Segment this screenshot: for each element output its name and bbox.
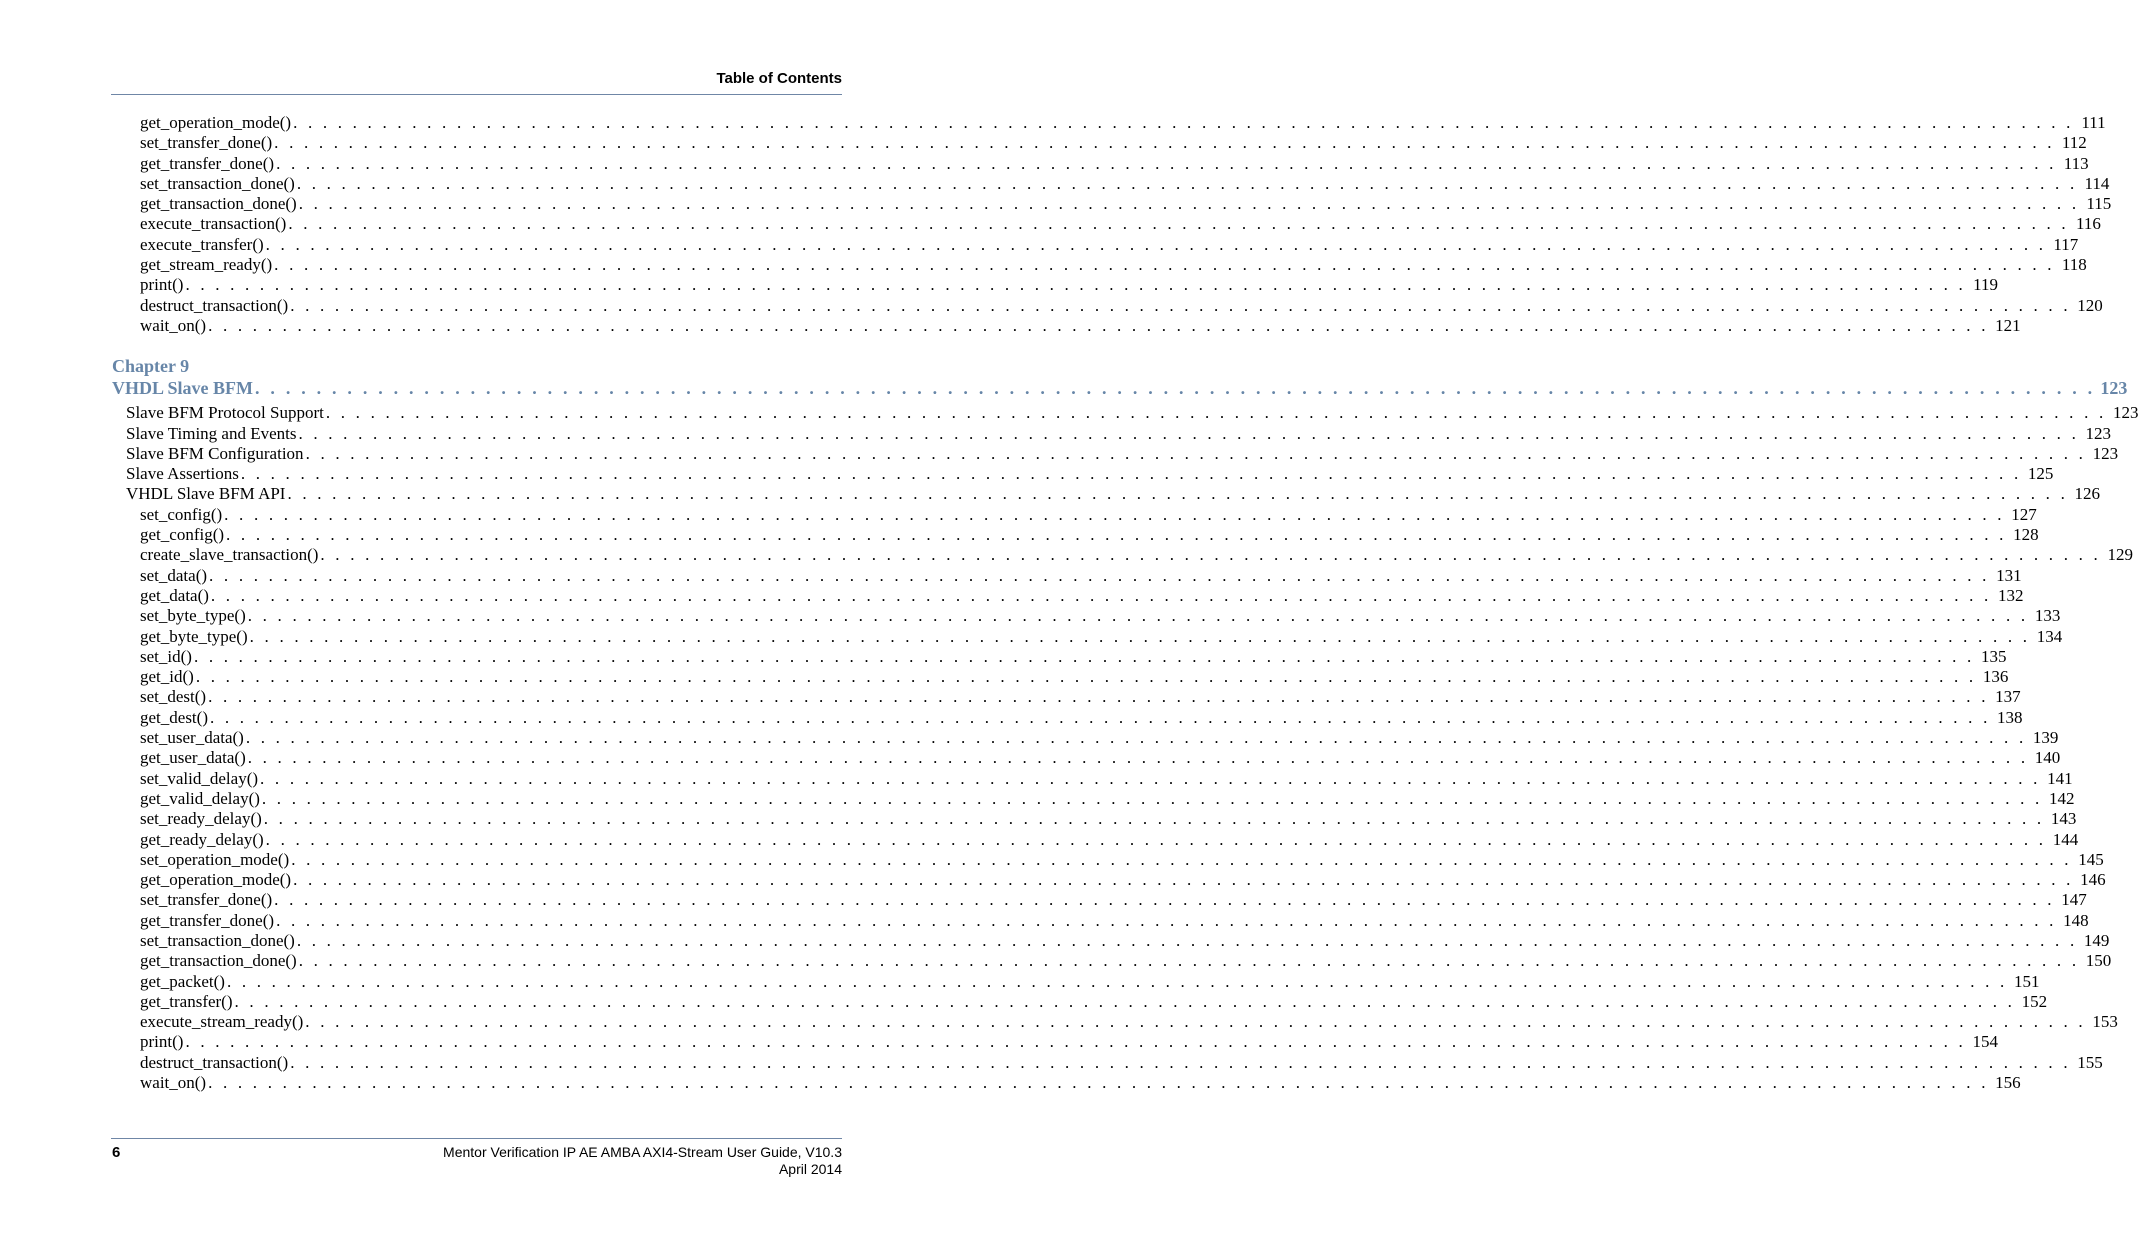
toc-entry-page: 127 [2011, 504, 2037, 524]
toc-entry[interactable] [112, 1012, 2118, 1032]
dot-leader: . . . . . . . . . . . . . . . . . . . . . . . . . . . . . . . . . . . . . . . . . . . . . . . . . . . . . . . . . . . . . . . . . . . . . . . . . . . . . . . . . . . . . . . . . . . . . . . . . . . . . . . . . . . . . . . . . . . . . . . . [274, 133, 2055, 153]
toc-entry[interactable] [112, 687, 2021, 707]
doc-date: April 2014 [778, 1161, 842, 1177]
toc-entry-page: 116 [2076, 214, 2101, 234]
chapter-number[interactable]: Chapter 9 [112, 356, 190, 377]
dot-leader: . . . . . . . . . . . . . . . . . . . . . . . . . . . . . . . . . . . . . . . . . . . . . . . . . . . . . . . . . . . . . . . . . . . . . . . . . . . . . . . . . . . . . . . . . . . . . . . . . . . . . . . . . . . . . . . . . . . . . . . . [185, 275, 1966, 295]
toc-entry-page: 112 [2061, 133, 2087, 153]
dot-leader: . . . . . . . . . . . . . . . . . . . . . . . . . . . . . . . . . . . . . . . . . . . . . . . . . . . . . . . . . . . . . . . . . . . . . . . . . . . . . . . . . . . . . . . . . . . . . . . . . . . . . . . . . . . . . . . . . . . . . . . . [288, 214, 2069, 234]
toc-entry-page: 117 [2053, 234, 2079, 254]
toc-entry-page: 113 [2063, 153, 2089, 173]
toc-entry-page: 131 [1996, 565, 2022, 585]
toc-entry-page: 148 [2063, 910, 2089, 930]
toc-entry-page: 114 [2084, 173, 2110, 193]
page-number: 6 [112, 1144, 121, 1161]
toc-entry[interactable] [112, 971, 2040, 992]
toc-entry-label: set_id() [140, 646, 192, 666]
dot-leader: . . . . . . . . . . . . . . . . . . . . . . . . . . . . . . . . . . . . . . . . . . . . . . . . . . . . . . . . . . . . . . . . . . . . . . . . . . . . . . . . . . . . . . . . . . . . . . . . . . . . . . . . . . . . . . . . . . . . . . . . [247, 748, 2029, 768]
toc-entry[interactable] [112, 585, 2024, 606]
toc-entry-page: 141 [2047, 768, 2073, 788]
toc-entry-page: 123 [2085, 423, 2112, 443]
toc-entry[interactable] [112, 768, 2073, 789]
toc-entry[interactable] [112, 173, 2110, 194]
toc-entry[interactable] [112, 707, 2023, 728]
dot-leader: . . . . . . . . . . . . . . . . . . . . . . . . . . . . . . . . . . . . . . . . . . . . . . . . . . . . . . . . . . . . . . . . . . . . . . . . . . . . . . . . . . . . . . . . . . . . . . . . . . . . . . . . . . . . . . . . . . . . . . . . [247, 606, 2029, 626]
toc-entry-page: 153 [2092, 1012, 2118, 1032]
toc-entry-label: set_dest() [140, 687, 207, 707]
toc-entry[interactable] [112, 565, 2022, 586]
toc-entry-label: set_transaction_done() [140, 930, 295, 950]
dot-leader: . . . . . . . . . . . . . . . . . . . . . . . . . . . . . . . . . . . . . . . . . . . . . . . . . . . . . . . . . . . . . . . . . . . . . . . . . . . . . . . . . . . . . . . . . . . . . . . . . . . . . . . . . . . . . . . . . . . . . . . . [296, 930, 2078, 950]
toc-entry[interactable] [112, 748, 2061, 768]
toc-entry[interactable] [112, 890, 2087, 910]
dot-leader: . . . . . . . . . . . . . . . . . . . . . . . . . . . . . . . . . . . . . . . . . . . . . . . . . . . . . . . . . . . . . . . . . . . . . . . . . . . . . . . . . . . . . . . . . . . . . . . . . . . . . . . . . . . . . . . . . . . . . . . . [276, 153, 2057, 173]
toc-entry[interactable] [112, 626, 2063, 647]
toc-entry-label: get_stream_ready() [140, 255, 273, 275]
toc-entry-label: get_transfer_done() [140, 910, 275, 930]
dot-leader: . . . . . . . . . . . . . . . . . . . . . . . . . . . . . . . . . . . . . . . . . . . . . . . . . . . . . . . . . . . . . . . . . . . . . . . . . . . . . . . . . . . . . . . . . . . . . . . . . . . . . . . . . . . . . . . . . . . . . . . . [226, 525, 2007, 545]
running-header-title: Table of Contents [716, 70, 842, 87]
toc-entry-label: execute_transfer() [140, 234, 264, 254]
toc-entry[interactable] [112, 133, 2087, 153]
toc-entry[interactable] [112, 829, 2079, 850]
toc-entry-label: get_id() [140, 667, 194, 687]
table-of-contents [112, 113, 2138, 1093]
toc-entry-label: set_byte_type() [140, 606, 246, 626]
dot-leader: . . . . . . . . . . . . . . . . . . . . . . . . . . . . . . . . . . . . . . . . . . . . . . . . . . . . . . . . . . . . . . . . . . . . . . . . . . . . . . . . . . . . . . . . . . . . . . . . . . . . . . . . . . . . . . . . . . . . . . . . [261, 788, 2043, 808]
toc-entry-page: 119 [1973, 275, 1998, 295]
toc-entry-page: 154 [1972, 1032, 1998, 1052]
toc-entry-page: 136 [1982, 667, 2009, 687]
dot-leader: . . . . . . . . . . . . . . . . . . . . . . . . . . . . . . . . . . . . . . . . . . . . . . . . . . . . . . . . . . . . . . . . . . . . . . . . . . . . . . . . . . . . . . . . . . . . . . . . . . . . . . . . . . . . . . . . . . . . . . . . [208, 1073, 1989, 1093]
dot-leader: . . . . . . . . . . . . . . . . . . . . . . . . . . . . . . . . . . . . . . . . . . . . . . . . . . . . . . . . . . . . . . . . . . . . . . . . . . . . . . . . . . . . . . . . . . . . . . . . . . . . . . . . . . . . . . . . . . . . . . . . [325, 403, 2107, 423]
dot-leader: . . . . . . . . . . . . . . . . . . . . . . . . . . . . . . . . . . . . . . . . . . . . . . . . . . . . . . . . . . . . . . . . . . . . . . . . . . . . . . . . . . . . . . . . . . . . . . . . . . . . . . . . . . . . . . . . . . . . . . . . [320, 545, 2101, 565]
toc-entry-label: Slave Assertions [126, 464, 239, 484]
footer-rule [111, 1138, 842, 1139]
toc-entry-label: destruct_transaction() [140, 295, 289, 315]
toc-entry-label: get_ready_delay() [140, 829, 264, 849]
dot-leader: . . . . . . . . . . . . . . . . . . . . . . . . . . . . . . . . . . . . . . . . . . . . . . . . . . . . . . . . . . . . . . . . . . . . . . . . . . . . . . . . . . . . . . . . . . . . . . . . . . . . . . . . . . . . . . . . . . . . . . . . [263, 809, 2045, 829]
toc-entry[interactable] [112, 275, 1998, 295]
toc-entry-page: 135 [1981, 646, 2007, 666]
toc-entry-page: 123 [2112, 403, 2138, 423]
dot-leader: . . . . . . . . . . . . . . . . . . . . . . . . . . . . . . . . . . . . . . . . . . . . . . . . . . . . . . . . . . . . . . . . . . . . . . . . . . . . . . . . . . . . . . . . . . . . . . . . . . . . . . . . . . . . . . . . . . . . . . . . [305, 1012, 2086, 1032]
toc-entry-page: 150 [2085, 951, 2112, 971]
toc-entry-page: 138 [1997, 707, 2023, 727]
toc-entry[interactable] [112, 525, 2039, 545]
toc-entry-label: wait_on() [140, 315, 207, 335]
chapter-spacer [112, 336, 842, 356]
dot-leader: . . . . . . . . . . . . . . . . . . . . . . . . . . . . . . . . . . . . . . . . . . . . . . . . . . . . . . . . . . . . . . . . . . . . . . . . . . . . . . . . . . . . . . . . . . . . . . . . . . . . . . . . . . . . . . . . . . . . . . . . [260, 768, 2041, 788]
dot-leader: . . . . . . . . . . . . . . . . . . . . . . . . . . . . . . . . . . . . . . . . . . . . . . . . . . . . . . . . . . . . . . . . . . . . . . . . . . . . . . . . . . . . . . . . . . . . . . . . . . . . . . . . . . . . . . . . . . . . . . . . [209, 565, 1990, 585]
toc-entry[interactable] [112, 849, 2104, 870]
toc-entry-label: set_operation_mode() [140, 849, 290, 869]
toc-entry[interactable] [112, 606, 2061, 626]
toc-entry-page: 125 [2027, 464, 2054, 484]
toc-entry-label: set_user_data() [140, 728, 244, 748]
toc-entry-page: 156 [1995, 1073, 2021, 1093]
toc-entry-page: 134 [2036, 626, 2063, 646]
toc-entry-label: create_slave_transaction() [140, 545, 319, 565]
dot-leader: . . . . . . . . . . . . . . . . . . . . . . . . . . . . . . . . . . . . . . . . . . . . . . . . . . . . . . . . . . . . . . . . . . . . . . . . . . . . . . . . . . . . . . . . . . . . . . . . . . . . . . . . . . . . . . . . . . . . . . . . [290, 295, 2071, 315]
dot-leader: . . . . . . . . . . . . . . . . . . . . . . . . . . . . . . . . . . . . . . . . . . . . . . . . . . . . . . . . . . . . . . . . . . . . . . . . . . . . . . . . . . . . . . . . . . . . . . . . . . . . . . . . . . . . . . . . . . . . . . . . [296, 173, 2078, 193]
toc-group-previous-chapter [112, 113, 2112, 336]
toc-entry[interactable] [112, 443, 2119, 464]
toc-entry-label: set_ready_delay() [140, 809, 262, 829]
toc-entry[interactable] [112, 403, 2138, 423]
dot-leader: . . . . . . . . . . . . . . . . . . . . . . . . . . . . . . . . . . . . . . . . . . . . . . . . . . . . . . . . . . . . . . . . . . . . . . . . . . . . . . . . . . . . . . . . . . . . . . . . . . . . . . . . . . . . . . . . . . . . . . . . [193, 646, 1975, 666]
toc-entry[interactable] [112, 788, 2075, 809]
toc-entry-label: get_operation_mode() [140, 870, 292, 890]
toc-group-sections [112, 403, 2138, 1093]
toc-entry[interactable] [112, 870, 2106, 890]
toc-entry-label: get_config() [140, 525, 225, 545]
dot-leader: . . . . . . . . . . . . . . . . . . . . . . . . . . . . . . . . . . . . . . . . . . . . . . . . . . . . . . . . . . . . . . . . . . . . . . . . . . . . . . . . . . . . . . . . . . . . . . . . . . . . . . . . . . . . . . . . . . . . . . . . [209, 707, 1991, 727]
toc-entry[interactable] [112, 930, 2110, 951]
toc-entry-page: 118 [2061, 255, 2087, 275]
toc-entry[interactable] [112, 545, 2133, 565]
toc-entry-label: set_transaction_done() [140, 173, 295, 193]
dot-leader: . . . . . . . . . . . . . . . . . . . . . . . . . . . . . . . . . . . . . . . . . . . . . . . . . . . . . . . . . . . . . . . . . . . . . . . . . . . . . . . . . . . . . . . . . . . . . . . . . . . . . . . . . . . . . . . . . . . . . . . . [305, 443, 2087, 463]
toc-entry[interactable] [112, 951, 2112, 971]
toc-entry[interactable] [112, 194, 2112, 214]
toc-entry-label: VHDL Slave BFM [112, 378, 254, 399]
dot-leader: . . . . . . . . . . . . . . . . . . . . . . . . . . . . . . . . . . . . . . . . . . . . . . . . . . . . . . . . . . . . . . . . . . . . . . . . . . . . . . . . . . . . . . . . . . . . . . . . . . . . . . . . . . . . . . . . . . . . . . . . [291, 849, 2072, 869]
toc-entry-label: set_valid_delay() [140, 768, 259, 788]
toc-entry-page: 147 [2061, 890, 2087, 910]
header-rule [111, 94, 842, 95]
dot-leader: . . . . . . . . . . . . . . . . . . . . . . . . . . . . . . . . . . . . . . . . . . . . . . . . . . . . . . . . . . . . . . . . . . . . . . . . . . . . . . . . . . . . . . . . . . . . . . . . . . . . . . . . . . . . . . . . . . . . . . . . [249, 626, 2031, 646]
toc-entry-label: get_transfer_done() [140, 153, 275, 173]
dot-leader: . . . . . . . . . . . . . . . . . . . . . . . . . . . . . . . . . . . . . . . . . . . . . . . . . . . . . . . . . . . . . . . . . . . . . . . . . . . . . . . . . . . . . . . . . . . . . . . . . . . . . . . . . . . . . . . . . . . . . . . . [210, 585, 1992, 605]
toc-entry-label: get_data() [140, 585, 209, 605]
toc-entry[interactable] [112, 809, 2077, 829]
toc-entry[interactable] [112, 728, 2059, 748]
dot-leader: . . . . . . . . . . . . . . . . . . . . . . . . . . . . . . . . . . . . . . . . . . . . . . . . . . . . . . . . . . . . . . . . . . . . . . . . . . . . . . . . . . . . . . . . . . . . . . . . . . . . . . . . . . . . . . . . . . . . . . . . [293, 870, 2074, 890]
toc-entry[interactable] [112, 484, 2101, 504]
toc-entry-label: print() [140, 1032, 184, 1052]
toc-entry[interactable] [112, 255, 2087, 275]
toc-entry-label: get_user_data() [140, 748, 246, 768]
dot-leader: . . . . . . . . . . . . . . . . . . . . . . . . . . . . . . . . . . . . . . . . . . . . . . . . . . . . . . . . . . . . . . . . . . . . . . . . . . . . . . . . . . . . . . . . . . . . . . . . . . . . . . . . . . . . . . . . . . . . . . . . [293, 113, 2074, 132]
toc-entry-page: 120 [2077, 295, 2103, 315]
dot-leader: . . . . . . . . . . . . . . . . . . . . . . . . . . . . . . . . . . . . . . . . . . . . . . . . . . . . . . . . . . . . . . . . . . . . . . . . . . . . . . . . . . . . . . . . . . . . . . . . . . . . . . . . . . . . . . . . . . . . . . . . [274, 255, 2055, 275]
toc-entry[interactable] [112, 1052, 2103, 1073]
dot-leader: . . . . . . . . . . . . . . . . . . . . . . . . . . . . . . . . . . . . . . . . . . . . . . . . . . . . . . . . . . . . . . . . . . . . . . . . . . . . . . . . . . . . . . . . . . . . . . . . . . . . . . . . . . . . . . . . . . . . . . . . [290, 1052, 2071, 1072]
dot-leader: . . . . . . . . . . . . . . . . . . . . . . . . . . . . . . . . . . . . . . . . . . . . . . . . . . . . . . . . . . . . . . . . . . . . . . . . . . . . . . . . . . . . . . . . . . . . . . . . . . . . . . . . . . . . . . . . . . . . . . . . [245, 728, 2027, 748]
dot-leader: . . . . . . . . . . . . . . . . . . . . . . . . . . . . . . . . . . . . . . . . . . . . . . . . . . . . . . . . . . . . . . . . . . . . . . . . . . . . . . . . . . . . . . . . . . . . . . . . . . . . . . . . . . . . . . . . . . . . . . . . [240, 464, 2022, 484]
toc-entry[interactable] [112, 214, 2101, 234]
toc-entry-page: 143 [2050, 809, 2077, 829]
toc-entry-label: get_packet() [140, 971, 225, 991]
dot-leader: . . . . . . . . . . . . . . . . . . . . . . . . . . . . . . . . . . . . . . . . . . . . . . . . . . . . . . . . . . . . . . . . . . . . . . . . . . . . . . . . . . . . . . . . . . . . . . . . . . . . . . . . . . . . . . . . . . . . . . . . [208, 687, 1989, 707]
toc-entry-page: 111 [2081, 113, 2106, 132]
toc-entry[interactable] [112, 504, 2037, 525]
toc-entry-page: 129 [2107, 545, 2133, 565]
toc-entry[interactable] [112, 464, 2054, 484]
dot-leader: . . . . . . . . . . . . . . . . . . . . . . . . . . . . . . . . . . . . . . . . . . . . . . . . . . . . . . . . . . . . . . . . . . . . . . . . . . . . . . . . . . . . . . . . . . . . . . . . . . . . . . . . . . . . . . . . . . . . . . . . [274, 890, 2055, 910]
dot-leader: . . . . . . . . . . . . . . . . . . . . . . . . . . . . . . . . . . . . . . . . . . . . . . . . . . . . . . . . . . . . . . . . . . . . . . . . . . . . . . . . . . . . . . . . . . . . . . . . . . . . . . . . . . . . . . . . . . . . . . . . [226, 971, 2008, 991]
toc-entry-page: 151 [2014, 971, 2040, 991]
toc-entry-label: destruct_transaction() [140, 1052, 289, 1072]
toc-entry-page: 140 [2034, 748, 2061, 768]
toc-entry-label: get_byte_type() [140, 626, 248, 646]
doc-title: Mentor Verification IP AE AMBA AXI4-Stream User Guide, V10.3 [443, 1144, 842, 1160]
toc-entry[interactable] [112, 991, 2048, 1012]
dot-leader: . . . . . . . . . . . . . . . . . . . . . . . . . . . . . . . . . . . . . . . . . . . . . . . . . . . . . . . . . . . . . . . . . . . . . . . . . . . . . . . . . . . . . . . . . . . . . . . . . . . . . . . . . . . . . . . . . . . . . . . . [195, 667, 1977, 687]
toc-entry-label: get_transaction_done() [140, 194, 297, 214]
footer-doc-info [443, 1144, 842, 1178]
dot-leader: . . . . . . . . . . . . . . . . . . . . . . . . . . . . . . . . . . . . . . . . . . . . . . . . . . . . . . . . . . . . . . . . . . . . . . . . . . . . . . . . . . . . . . . . . . . . . . . . . . . . . . . . . . . . . . . . . . . . . . . . [185, 1032, 1966, 1052]
toc-entry-label: set_transfer_done() [140, 890, 273, 910]
toc-entry-label: execute_stream_ready() [140, 1012, 304, 1032]
toc-entry[interactable] [112, 153, 2089, 174]
toc-entry-label: print() [140, 275, 184, 295]
dot-leader: . . . . . . . . . . . . . . . . . . . . . . . . . . . . . . . . . . . . . . . . . . . . . . . . . . . . . . . . . . . . . . . . . . . . . . . . . . . . . . . . . . . . . . . . . . . . . . . . . . . . . . . . . . . . . . . . . . . . . . . . [298, 423, 2080, 443]
toc-entry-page: 126 [2074, 484, 2101, 504]
dot-leader: . . . . . . . . . . . . . . . . . . . . . . . . . . . . . . . . . . . . . . . . . . . . . . . . . . . . . . . . . . . . . . . . . . . . . . . . . . . . . . . . . . . . . . . . . . . . . . . . . . . . . . . . . . . . . . . . . . . . . . . . [255, 378, 2096, 399]
dot-leader: . . . . . . . . . . . . . . . . . . . . . . . . . . . . . . . . . . . . . . . . . . . . . . . . . . . . . . . . . . . . . . . . . . . . . . . . . . . . . . . . . . . . . . . . . . . . . . . . . . . . . . . . . . . . . . . . . . . . . . . . [298, 194, 2080, 214]
toc-entry[interactable] [112, 113, 2106, 133]
toc-entry-page: 133 [2034, 606, 2061, 626]
toc-entry[interactable] [112, 423, 2112, 444]
toc-entry[interactable] [112, 910, 2089, 931]
toc-entry[interactable] [112, 646, 2007, 667]
toc-entry-page: 152 [2021, 991, 2048, 1011]
toc-entry-label: VHDL Slave BFM API [126, 484, 286, 504]
toc-entry-label: Slave Timing and Events [126, 423, 297, 443]
toc-entry-page: 146 [2080, 870, 2106, 890]
toc-entry-label: set_transfer_done() [140, 133, 273, 153]
toc-entry-page: 144 [2052, 829, 2079, 849]
dot-leader: . . . . . . . . . . . . . . . . . . . . . . . . . . . . . . . . . . . . . . . . . . . . . . . . . . . . . . . . . . . . . . . . . . . . . . . . . . . . . . . . . . . . . . . . . . . . . . . . . . . . . . . . . . . . . . . . . . . . . . . . [208, 315, 1989, 335]
dot-leader: . . . . . . . . . . . . . . . . . . . . . . . . . . . . . . . . . . . . . . . . . . . . . . . . . . . . . . . . . . . . . . . . . . . . . . . . . . . . . . . . . . . . . . . . . . . . . . . . . . . . . . . . . . . . . . . . . . . . . . . . [224, 504, 2005, 524]
toc-entry[interactable] [112, 234, 2079, 255]
toc-entry-page: 123 [2092, 443, 2119, 463]
toc-entry-page: 145 [2078, 849, 2104, 869]
toc-entry-label: Slave BFM Protocol Support [126, 403, 324, 423]
toc-entry-page: 115 [2086, 194, 2112, 214]
toc-entry-page: 132 [1997, 585, 2024, 605]
toc-entry-page: 121 [1995, 315, 2021, 335]
toc-entry-label: Slave BFM Configuration [126, 443, 304, 463]
toc-entry[interactable] [112, 1073, 2021, 1093]
dot-leader: . . . . . . . . . . . . . . . . . . . . . . . . . . . . . . . . . . . . . . . . . . . . . . . . . . . . . . . . . . . . . . . . . . . . . . . . . . . . . . . . . . . . . . . . . . . . . . . . . . . . . . . . . . . . . . . . . . . . . . . . [265, 829, 2047, 849]
dot-leader: . . . . . . . . . . . . . . . . . . . . . . . . . . . . . . . . . . . . . . . . . . . . . . . . . . . . . . . . . . . . . . . . . . . . . . . . . . . . . . . . . . . . . . . . . . . . . . . . . . . . . . . . . . . . . . . . . . . . . . . . [298, 951, 2080, 971]
toc-entry-page: 139 [2032, 728, 2059, 748]
toc-entry-label: get_valid_delay() [140, 788, 260, 808]
dot-leader: . . . . . . . . . . . . . . . . . . . . . . . . . . . . . . . . . . . . . . . . . . . . . . . . . . . . . . . . . . . . . . . . . . . . . . . . . . . . . . . . . . . . . . . . . . . . . . . . . . . . . . . . . . . . . . . . . . . . . . . . [265, 234, 2047, 254]
toc-entry-label: get_transfer() [140, 991, 233, 1011]
toc-entry-label: execute_transaction() [140, 214, 287, 234]
toc-entry[interactable] [112, 1032, 1998, 1052]
toc-entry[interactable] [112, 295, 2103, 316]
toc-entry-page: 155 [2077, 1052, 2103, 1072]
toc-entry-label: get_transaction_done() [140, 951, 297, 971]
toc-entry-label: get_dest() [140, 707, 208, 727]
toc-entry-page: 128 [2013, 525, 2039, 545]
dot-leader: . . . . . . . . . . . . . . . . . . . . . . . . . . . . . . . . . . . . . . . . . . . . . . . . . . . . . . . . . . . . . . . . . . . . . . . . . . . . . . . . . . . . . . . . . . . . . . . . . . . . . . . . . . . . . . . . . . . . . . . . [276, 910, 2057, 930]
toc-entry-label: set_data() [140, 565, 208, 585]
toc-entry-page: 137 [1995, 687, 2021, 707]
toc-entry[interactable] [112, 667, 2009, 687]
toc-entry-label: wait_on() [140, 1073, 207, 1093]
toc-entry-chapter-title[interactable] [112, 377, 2128, 399]
toc-entry-label: set_config() [140, 504, 223, 524]
toc-entry-page: 123 [2100, 378, 2128, 399]
dot-leader: . . . . . . . . . . . . . . . . . . . . . . . . . . . . . . . . . . . . . . . . . . . . . . . . . . . . . . . . . . . . . . . . . . . . . . . . . . . . . . . . . . . . . . . . . . . . . . . . . . . . . . . . . . . . . . . . . . . . . . . . [234, 991, 2016, 1011]
toc-entry-page: 142 [2048, 788, 2075, 808]
dot-leader: . . . . . . . . . . . . . . . . . . . . . . . . . . . . . . . . . . . . . . . . . . . . . . . . . . . . . . . . . . . . . . . . . . . . . . . . . . . . . . . . . . . . . . . . . . . . . . . . . . . . . . . . . . . . . . . . . . . . . . . . [287, 484, 2069, 504]
toc-entry-page: 149 [2083, 930, 2110, 950]
toc-entry[interactable] [112, 315, 2021, 336]
toc-entry-label: get_operation_mode() [140, 113, 292, 132]
